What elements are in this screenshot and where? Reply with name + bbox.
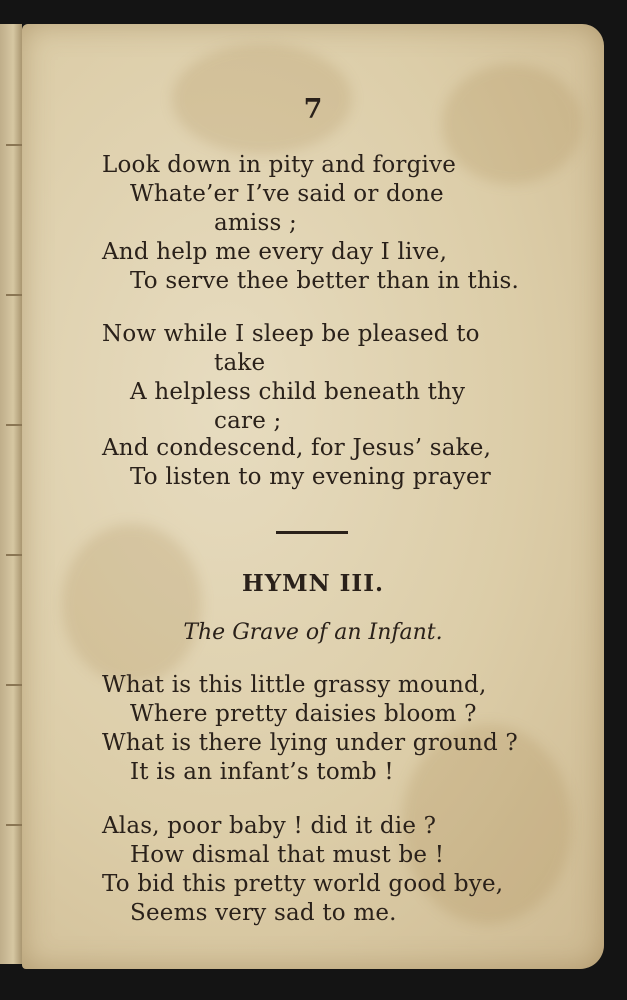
verse-line: A helpless child beneath thy bbox=[130, 379, 466, 405]
book-page bbox=[22, 24, 604, 969]
verse-line: What is there lying under ground ? bbox=[102, 730, 518, 756]
binding-stitch bbox=[6, 824, 22, 826]
binding-stitch bbox=[6, 144, 22, 146]
verse-line: To bid this pretty world good bye, bbox=[102, 871, 504, 897]
verse-line: amiss ; bbox=[214, 210, 297, 236]
verse-line: To serve thee better than in this. bbox=[130, 268, 520, 294]
verse-line: Whate’er I’ve said or done bbox=[130, 181, 444, 207]
hymn-subtitle: The Grave of an Infant. bbox=[183, 620, 443, 645]
verse-line: It is an infant’s tomb ! bbox=[130, 759, 394, 785]
verse-line: Seems very sad to me. bbox=[130, 900, 397, 926]
binding-edge bbox=[0, 24, 22, 964]
verse-line: Alas, poor baby ! did it die ? bbox=[102, 813, 437, 839]
verse-line: How dismal that must be ! bbox=[130, 842, 445, 868]
binding-stitch bbox=[6, 424, 22, 426]
verse-line: To listen to my evening prayer bbox=[130, 464, 491, 490]
verse-line: Where pretty daisies bloom ? bbox=[130, 701, 477, 727]
verse-line: Look down in pity and forgive bbox=[102, 152, 457, 178]
hymn-title: HYMN III. bbox=[242, 570, 384, 597]
binding-stitch bbox=[6, 554, 22, 556]
verse-line: care ; bbox=[214, 408, 282, 434]
verse-line: Now while I sleep be pleased to bbox=[102, 321, 480, 347]
section-divider bbox=[276, 531, 348, 534]
verse-line: take bbox=[214, 350, 266, 376]
page-number: 7 bbox=[303, 94, 323, 125]
paper-stain bbox=[62, 524, 202, 684]
verse-line: What is this little grassy mound, bbox=[102, 672, 487, 698]
binding-stitch bbox=[6, 294, 22, 296]
verse-line: And help me every day I live, bbox=[102, 239, 448, 265]
verse-line: And condescend, for Jesus’ sake, bbox=[102, 435, 492, 461]
binding-stitch bbox=[6, 684, 22, 686]
